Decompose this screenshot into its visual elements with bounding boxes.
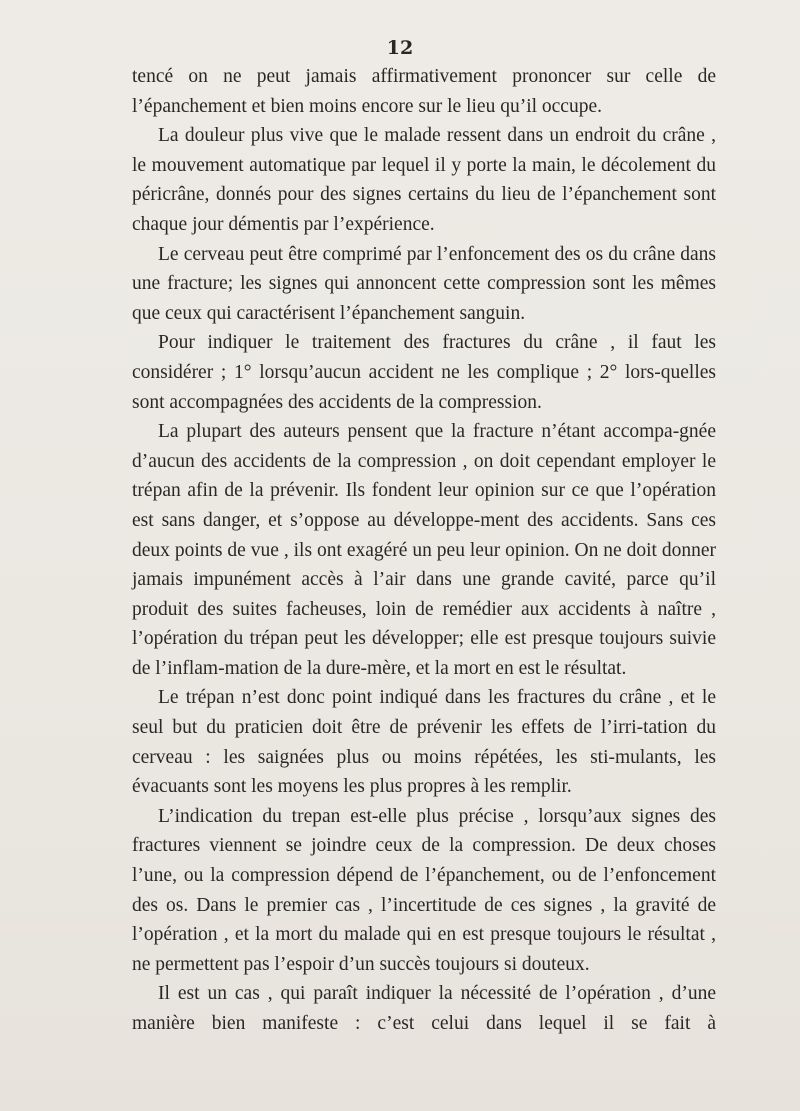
body-text <box>132 62 716 1039</box>
page-number: 12 <box>386 37 414 59</box>
paragraph-2: La douleur plus vive que le malade ressent dans un endroit du crâne , le mouvement automatique par lequel il y porte la main, le décolement du péricrâne, donnés pour des signes certains du lieu de l’épanchement sont chaque jour démentis par l’expérience. <box>132 125 716 235</box>
paragraph-3: Le cerveau peut être comprimé par l’enfoncement des os du crâne dans une fracture; les signes qui annoncent cette compression sont les mêmes que ceux qui caractérisent l’épanchement sanguin. <box>132 243 716 324</box>
paragraph-1: tencé on ne peut jamais affirmativement prononcer sur celle de l’épanchement et bien moins encore sur le lieu qu’il occupe. <box>132 66 716 117</box>
paragraph-8: Il est un cas , qui paraît indiquer la nécessité de l’opération , d’une manière bien manifeste : c’est celui dans lequel il se fait à <box>132 983 716 1034</box>
paragraph-4: Pour indiquer le traitement des fractures du crâne , il faut les considérer ; 1° lorsqu’aucun accident ne les complique ; 2° lors-quelles sont accompagnées des accidents de la compression. <box>132 332 716 413</box>
paragraph-6: Le trépan n’est donc point indiqué dans les fractures du crâne , et le seul but du praticien doit être de prévenir les effets de l’irri-tation du cerveau : les saignées plus ou moins répétées, les sti-mulants, les évacuants sont les moyens les plus propres à les remplir. <box>132 687 716 798</box>
paragraph-7: L’indication du trepan est-elle plus précise , lorsqu’aux signes des fractures viennent se joindre ceux de la compression. De deux choses l’une, ou la compression dépend de l’épanchement, ou de l’enfoncement des os. Dans le premier cas , l’incertitude de ces signes , la gravité de l’opération , et la mort du malade qui en est presque toujours le résultat , ne permettent pas l’espoir d’un succès toujours si douteux. <box>132 805 716 975</box>
paragraph-5: La plupart des auteurs pensent que la fracture n’étant accompa-gnée d’aucun des accidents de la compression , on doit cependant employer le trépan afin de la prévenir. Ils fondent leur opinion sur ce que l’opération est sans danger, et s’oppose au développe-ment des accidents. Sans ces deux points de vue , ils ont exagéré un peu leur opinion. On ne doit donner jamais impunément accès à l’air dans une grande cavité, parce qu’il produit des suites facheuses, loin de remédier aux accidents à naître , l’opération du trépan peut les développer; elle est presque toujours suivie de l’inflam-mation de la dure-mère, et la mort en est le résultat. <box>132 421 716 679</box>
